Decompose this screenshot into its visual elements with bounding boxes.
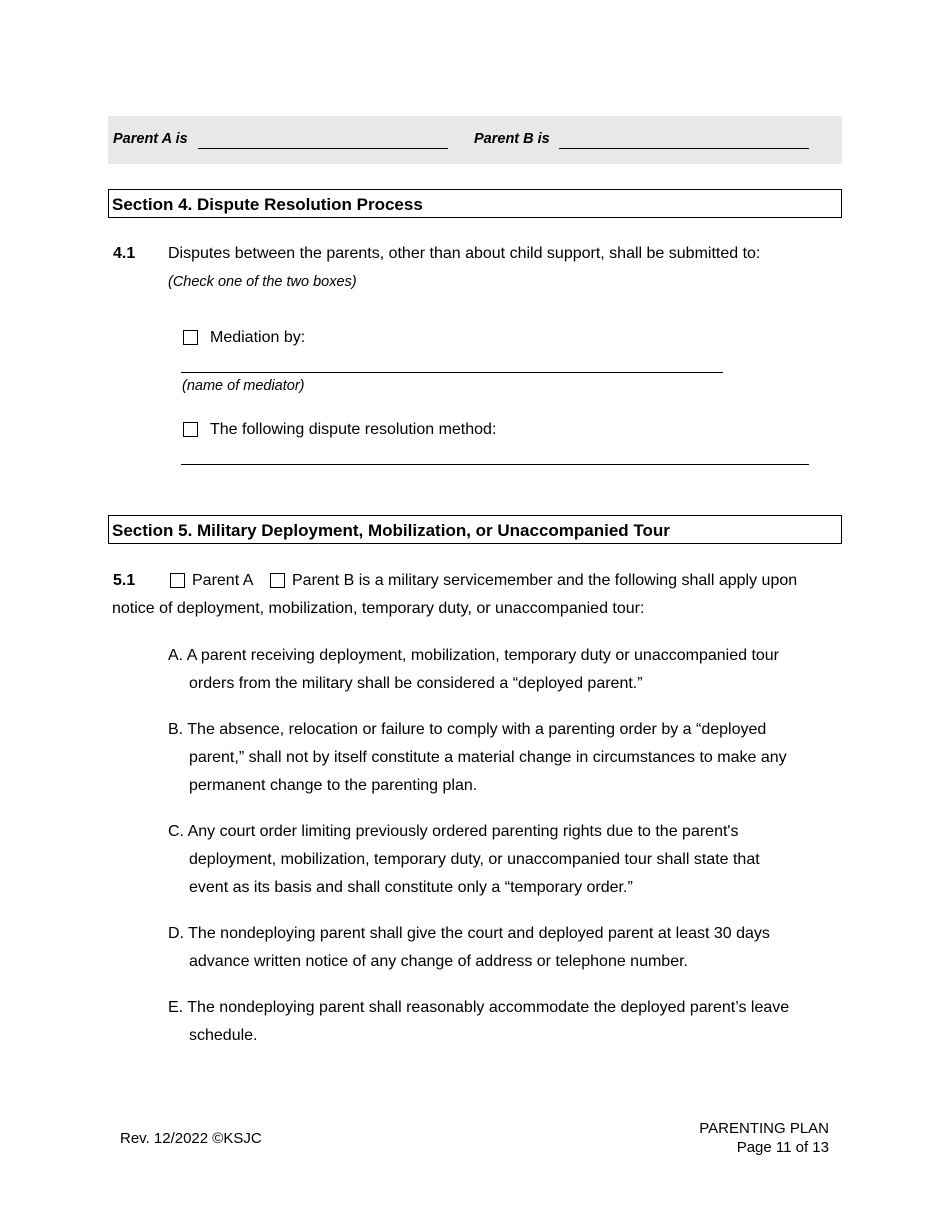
item-4-1-text: Disputes between the parents, other than about child support, shall be submitted to: — [168, 245, 761, 262]
parent-b-servicemember-checkbox[interactable] — [270, 573, 285, 588]
parent-a-input-line[interactable] — [198, 148, 448, 149]
list-item-d-text-2: advance written notice of any change of address or telephone number. — [189, 953, 688, 970]
footer-page-number: Page 11 of 13 — [736, 1139, 829, 1156]
list-item-e-text-1: The nondeploying parent shall reasonably accommodate the deployed parent’s leave — [187, 999, 790, 1016]
list-item-d-line-1 — [168, 920, 848, 948]
list-item-a-text-1: A parent receiving deployment, mobilization, temporary duty or unaccompanied tour — [186, 647, 780, 664]
section-4-title: Section 4. Dispute Resolution Process — [112, 195, 423, 214]
list-item-c-letter: C. — [168, 823, 184, 840]
list-item-e-letter: E. — [168, 999, 184, 1016]
list-item-c-line-1 — [168, 818, 848, 846]
list-item-e — [168, 994, 848, 1050]
list-item-a — [168, 642, 848, 698]
parent-b-label: Parent B is — [474, 131, 550, 147]
list-item-c-text-1: Any court order limiting previously ordered parenting rights due to the parent's — [187, 823, 739, 840]
list-item-e-line-1 — [168, 994, 848, 1022]
section-4-header — [108, 189, 842, 218]
parent-b-input-line[interactable] — [559, 148, 809, 149]
list-item-d — [168, 920, 848, 976]
check-instruction: (Check one of the two boxes) — [168, 274, 357, 290]
list-item-a-text-2: orders from the military shall be considered a “deployed parent.” — [189, 675, 643, 692]
item-5-1-continuation: notice of deployment, mobilization, temporary duty, or unaccompanied tour: — [112, 600, 645, 617]
list-item-a-letter: A. — [168, 647, 184, 664]
list-item-b-line-1 — [168, 716, 848, 744]
parent-a-servicemember-checkbox[interactable] — [170, 573, 185, 588]
mediator-name-line[interactable] — [181, 372, 723, 373]
mediation-option-label: Mediation by: — [210, 329, 306, 346]
list-item-c-text-2: deployment, mobilization, temporary duty, or unaccompanied tour shall state that — [189, 851, 760, 868]
other-method-line[interactable] — [181, 464, 809, 465]
item-4-1-number: 4.1 — [113, 245, 136, 262]
section-5-header — [108, 515, 842, 544]
list-item-c — [168, 818, 848, 902]
parent-b-option-label: Parent B is a military servicemember and the following shall apply upon — [292, 572, 798, 589]
other-method-label: The following dispute resolution method: — [210, 421, 497, 438]
list-item-b-text-2: parent,” shall not by itself constitute a material change in circumstances to make any — [189, 749, 787, 766]
list-item-b — [168, 716, 848, 800]
parent-a-label: Parent A is — [113, 131, 188, 147]
footer-revision: Rev. 12/2022 ©KSJC — [120, 1130, 262, 1147]
list-item-a-line-1 — [168, 642, 848, 670]
other-method-checkbox[interactable] — [183, 422, 198, 437]
list-item-b-text-3: permanent change to the parenting plan. — [189, 777, 478, 794]
section-5-title: Section 5. Military Deployment, Mobilization, or Unaccompanied Tour — [112, 521, 670, 540]
mediation-checkbox[interactable] — [183, 330, 198, 345]
list-item-d-letter: D. — [168, 925, 184, 942]
list-item-e-text-2: schedule. — [189, 1027, 258, 1044]
list-item-d-text-1: The nondeploying parent shall give the court and deployed parent at least 30 days — [188, 925, 770, 942]
list-item-b-text-1: The absence, relocation or failure to comply with a parenting order by a “deployed — [187, 721, 767, 738]
mediator-caption: (name of mediator) — [182, 378, 305, 394]
item-5-1-number: 5.1 — [113, 572, 136, 589]
list-item-c-text-3: event as its basis and shall constitute only a “temporary order.” — [189, 879, 633, 896]
footer-form-title: PARENTING PLAN — [699, 1120, 829, 1137]
parent-a-option-label: Parent A — [192, 572, 254, 589]
list-item-b-letter: B. — [168, 721, 184, 738]
